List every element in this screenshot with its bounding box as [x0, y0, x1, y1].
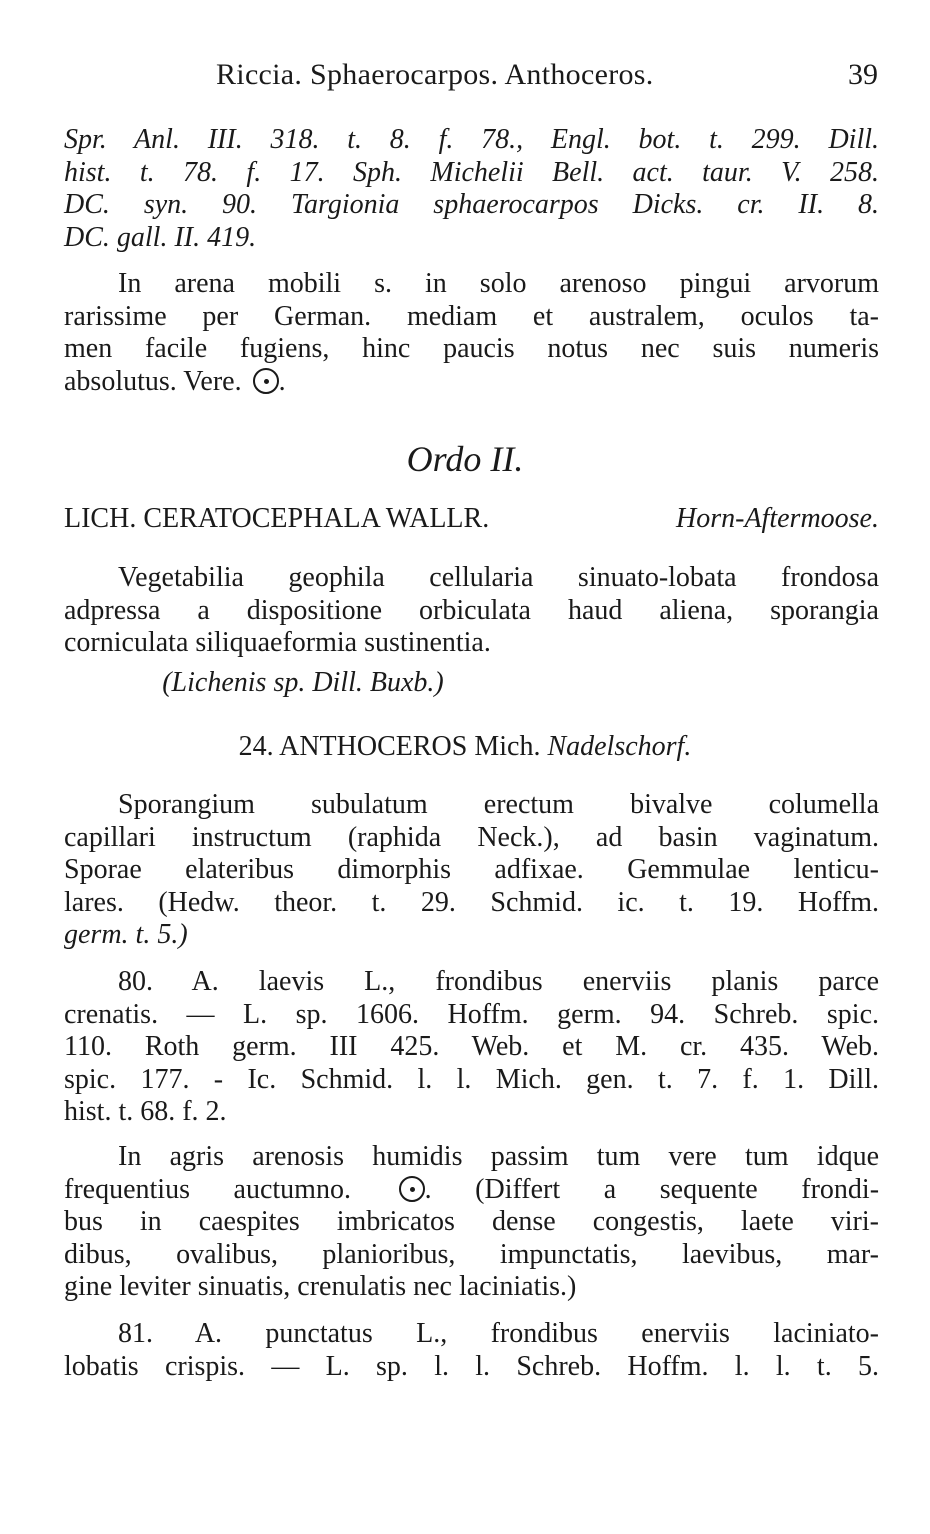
order-synonym: (Lichenis sp. Dill. Buxb.)	[162, 667, 444, 698]
text-line: corniculata siliquaeformia sustinentia.	[64, 627, 491, 658]
page-number: 39	[848, 58, 878, 91]
text-line: frequentius auctumno. . (Differt a sequente frondi-	[64, 1173, 880, 1205]
order-heading	[64, 503, 879, 535]
genus-name: ANTHOCEROS Mich.	[279, 731, 541, 762]
species-line: 81. A. punctatus L., frondibus enerviis laciniato-	[118, 1318, 879, 1349]
text-line: DC. syn. 90. Targionia sphaerocarpos Dicks. cr. II. 8.	[64, 189, 879, 220]
genus-number: 24.	[238, 731, 274, 762]
order-description	[64, 562, 879, 660]
text-line: In agris arenosis humidis passim tum vere tum idque	[118, 1141, 879, 1172]
order-vernacular: Horn-Aftermoose.	[676, 503, 879, 534]
genus-description	[64, 789, 879, 952]
text-line: Sporangium subulatum erectum bivalve columella	[118, 789, 879, 820]
text-line: gine leviter sinuatis, crenulatis nec laciniatis.)	[64, 1271, 577, 1302]
running-header	[216, 58, 878, 98]
genus-heading	[0, 731, 930, 763]
text-line: DC. gall. II. 419.	[64, 221, 257, 253]
running-title: Riccia. Sphaerocarpos. Anthoceros.	[216, 58, 654, 91]
perennial-symbol-icon	[399, 1176, 425, 1202]
habitat-clause: frequentius auctumno.	[64, 1173, 351, 1205]
species-80-entry	[64, 966, 879, 1129]
text-line: capillari instructum (raphida Neck.), ad basin vaginatum.	[64, 821, 879, 853]
text-line: rarissime per German. mediam et australem, oculos ta-	[64, 300, 879, 332]
text-line: In arena mobili s. in solo arenoso pingui arvorum	[118, 268, 879, 299]
genus-vernacular: Nadelschorf.	[547, 731, 692, 762]
perennial-symbol-icon	[253, 368, 279, 394]
species-line: 80. A. laevis L., frondibus enerviis planis parce	[118, 966, 879, 997]
text-line: germ. t. 5.)	[64, 919, 188, 950]
text-line: men facile fugiens, hinc paucis notus nec suis numeris	[64, 333, 879, 364]
species-line: hist. t. 68. f. 2.	[64, 1096, 227, 1127]
species-line: 110. Roth germ. III 425. Web. et M. cr. 435. Web.	[64, 1031, 879, 1062]
species-line: lobatis crispis. — L. sp. l. l. Schreb. Hoffm. l. l. t. 5.	[64, 1350, 879, 1382]
order-name: LICH. CERATOCEPHALA WALLR.	[64, 503, 490, 534]
text-line: lares. (Hedw. theor. t. 29. Schmid. ic. t. 19. Hoffm.	[64, 886, 879, 918]
species-81-entry	[64, 1318, 879, 1383]
species-line: spic. 177. - Ic. Schmid. l. l. Mich. gen. t. 7. f. 1. Dill.	[64, 1063, 879, 1095]
habitat-note-start: (Differt a sequente frondi-	[475, 1173, 880, 1205]
text-line: bus in caespites imbricatos dense congestis, laete viri-	[64, 1206, 879, 1237]
text-line: Spr. Anl. III. 318. t. 8. f. 78., Engl. bot. t. 299. Dill.	[64, 124, 879, 155]
text-line: Sporae elateribus dimorphis adfixae. Gemmulae lenticu-	[64, 854, 879, 885]
text-line: dibus, ovalibus, planioribus, impunctatis, laevibus, mar-	[64, 1238, 879, 1270]
habitat-top	[64, 268, 879, 398]
text-line: Vegetabilia geophila cellularia sinuato-lobata frondosa	[118, 562, 879, 593]
text-line: adpressa a dispositione orbiculata haud aliena, sporangia	[64, 594, 879, 626]
order-title: Ordo II.	[406, 439, 524, 479]
species-line: crenatis. — L. sp. 1606. Hoffm. germ. 94. Schreb. spic.	[64, 998, 879, 1030]
habitat-end: absolutus. Vere.	[64, 365, 242, 397]
text-line: absolutus. Vere. .	[64, 365, 286, 397]
text-line: hist. t. 78. f. 17. Sph. Michelii Bell. act. taur. V. 258.	[64, 156, 879, 188]
species-80-habitat	[64, 1141, 879, 1304]
references-top	[64, 124, 879, 254]
